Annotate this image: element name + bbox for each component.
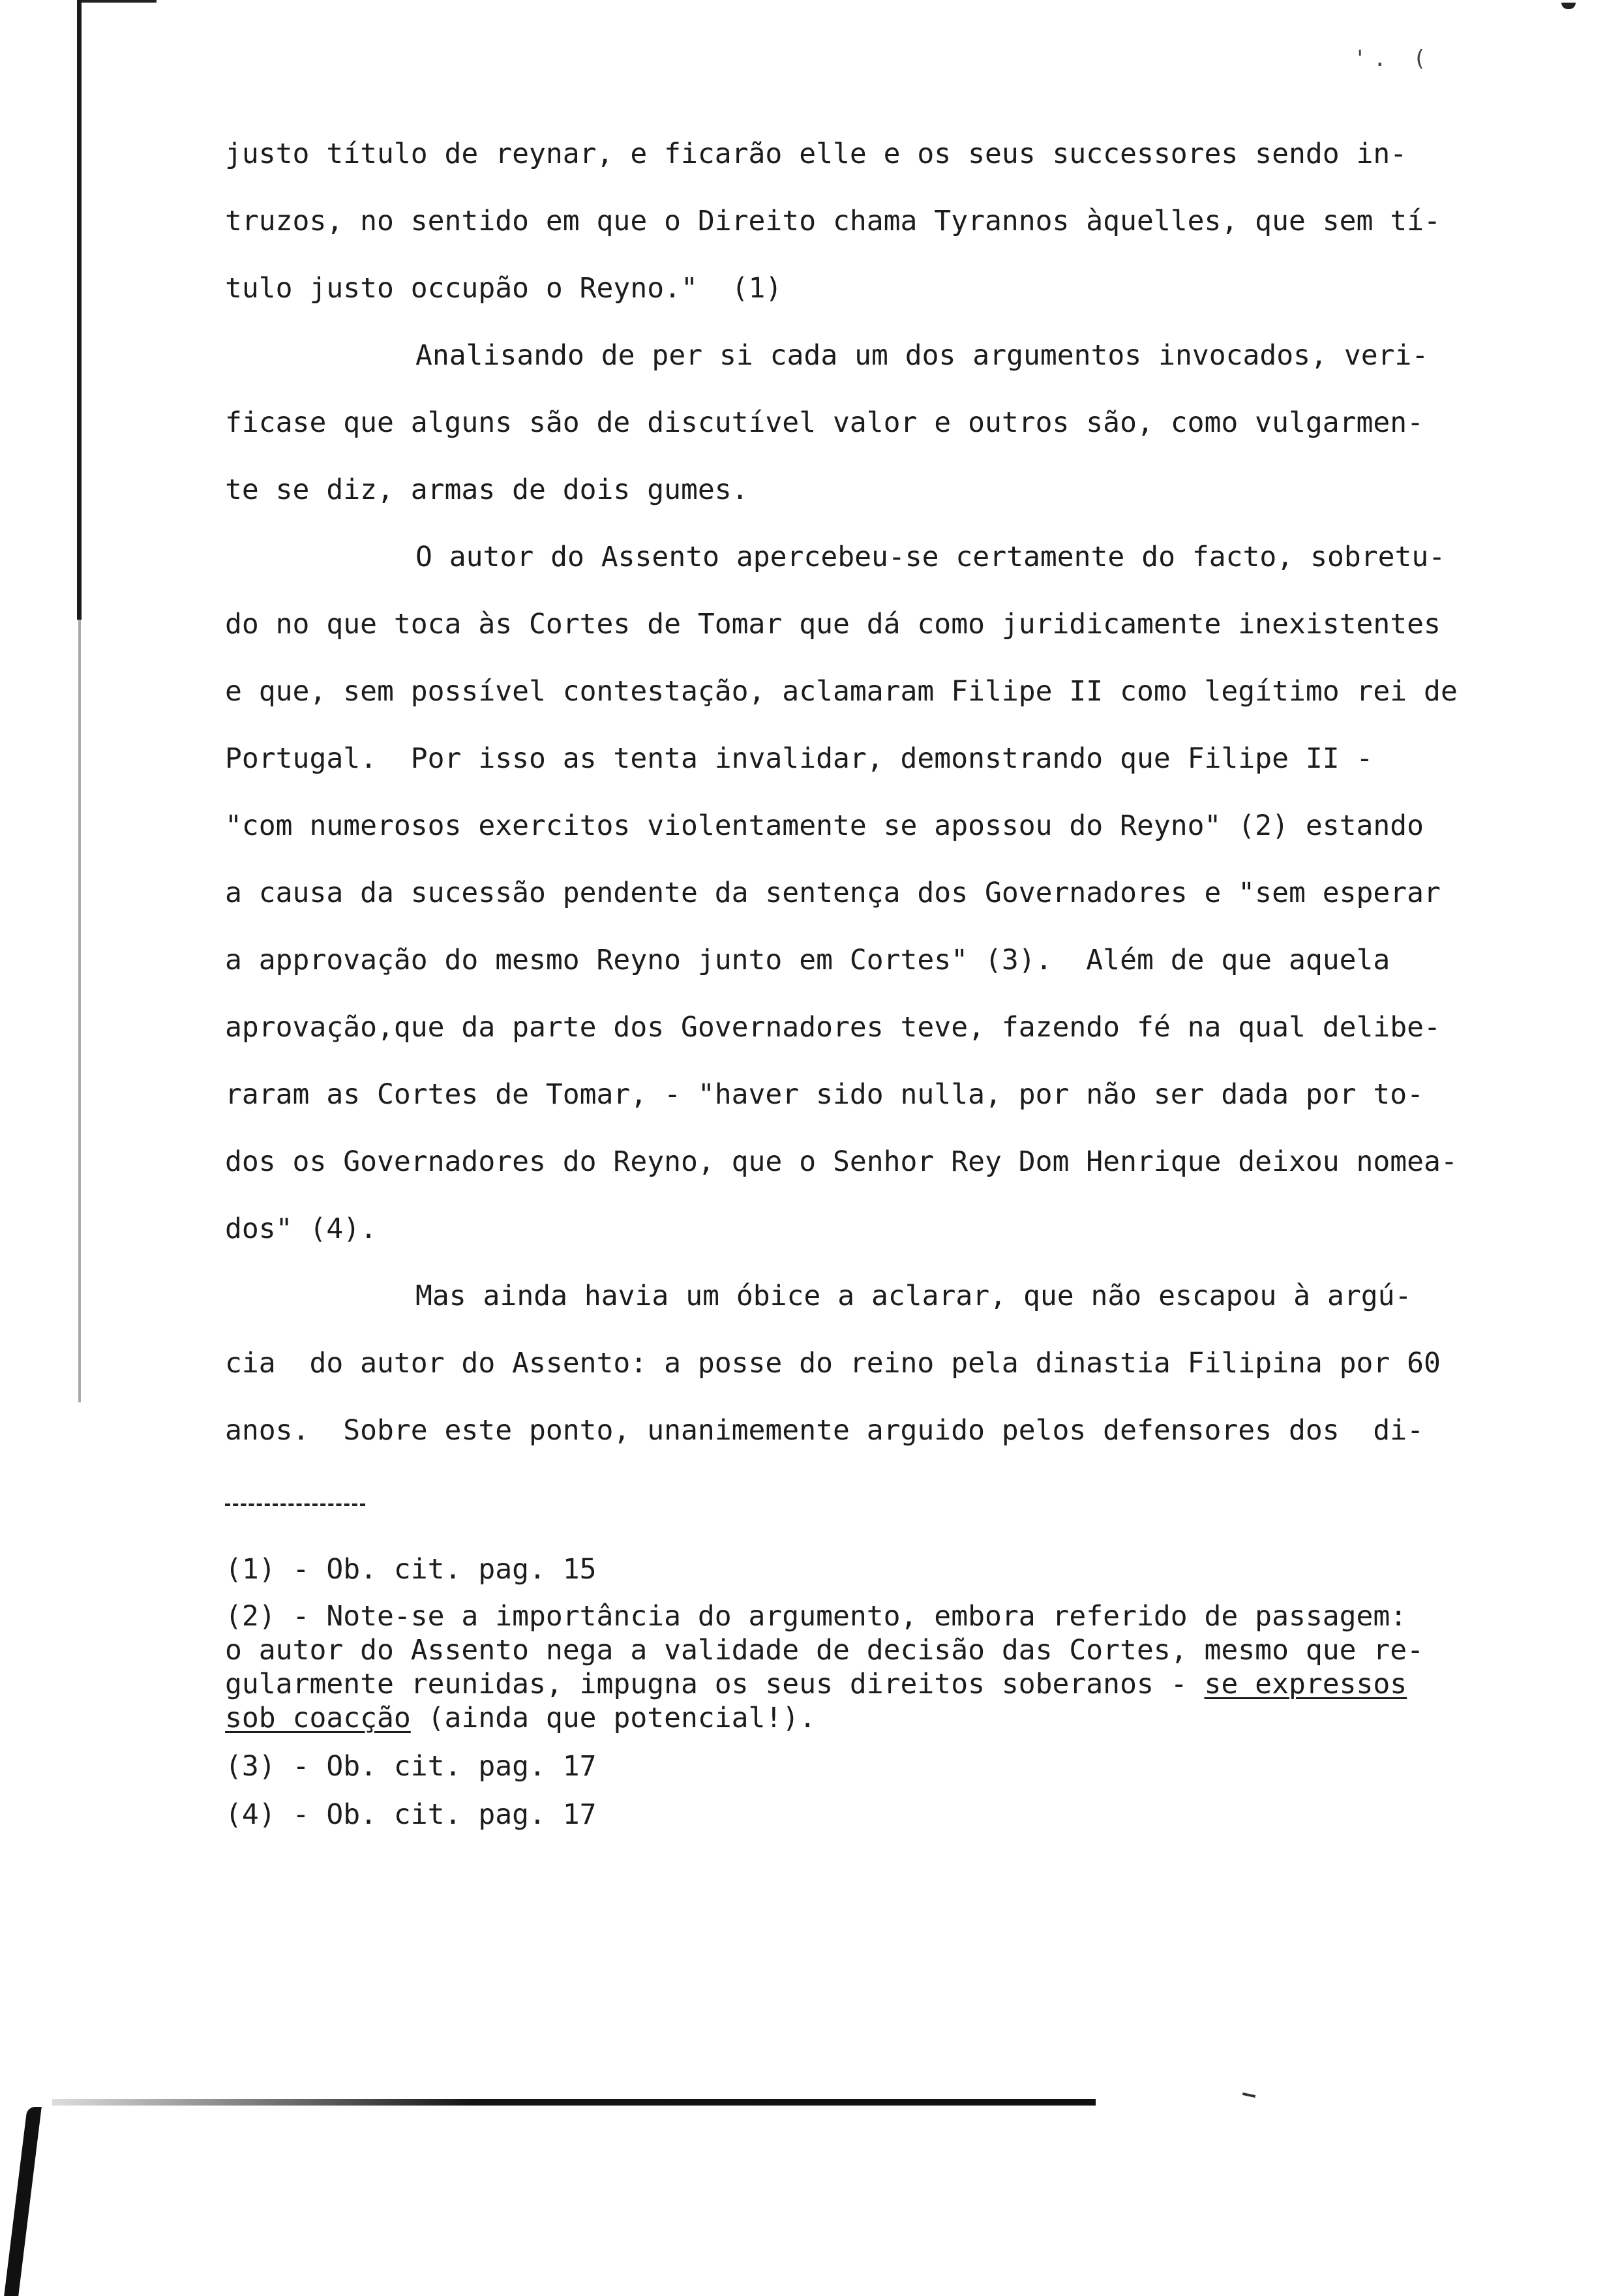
text-line: tulo justo occupão o Reyno." (1) — [225, 272, 783, 305]
text-line: cia do autor do Assento: a posse do reino pela dinastia Filipina por 60 — [225, 1347, 1441, 1380]
scan-edge-top — [78, 0, 157, 3]
paragraph-start: Mas ainda havia um óbice a aclarar, que não escapou à argú- — [415, 1280, 1412, 1312]
text-line: justo título de reynar, e ficarão elle e os seus successores sendo in- — [225, 138, 1407, 170]
text-line: raram as Cortes de Tomar, - "haver sido nulla, por não ser dada por to- — [225, 1078, 1424, 1111]
footnote-3: (3) - Ob. cit. pag. 17 — [225, 1750, 597, 1783]
scan-edge-left — [77, 0, 82, 620]
text-line: ficase que alguns são de discutível valor e outros são, como vulgarmen- — [225, 406, 1424, 439]
text-line: a causa da sucessão pendente da sentença dos Governadores e "sem esperar — [225, 877, 1441, 909]
text-line: te se diz, armas de dois gumes. — [225, 474, 749, 506]
text-line: dos" (4). — [225, 1213, 377, 1245]
text-line: Portugal. Por isso as tenta invalidar, demonstrando que Filipe II - — [225, 742, 1374, 775]
underlined-text: se expressos — [1204, 1668, 1407, 1700]
body-text — [225, 121, 1458, 1464]
scan-corner-mark — [1561, 3, 1576, 9]
footnote-1: (1) - Ob. cit. pag. 15 — [225, 1553, 597, 1586]
footnotes — [225, 1552, 1464, 1832]
scan-edge-left-faint — [78, 620, 81, 1402]
page-mark: '. ( — [1353, 46, 1433, 72]
scan-bottom-rule — [52, 2099, 1096, 2106]
text-line: aprovação,que da parte dos Governadores teve, fazendo fé na qual delibe- — [225, 1011, 1441, 1044]
scan-edge-bottom-left — [4, 2107, 42, 2296]
text-line: anos. Sobre este ponto, unanimemente arguido pelos defensores dos di- — [225, 1414, 1424, 1447]
footnote-4: (4) - Ob. cit. pag. 17 — [225, 1798, 597, 1831]
footnote-separator — [225, 1503, 365, 1506]
text-line: "com numerosos exercitos violentamente se apossou do Reyno" (2) estando — [225, 809, 1424, 842]
underlined-text: sob coacção — [225, 1702, 411, 1734]
text-line: truzos, no sentido em que o Direito chama Tyrannos àquelles, que sem tí- — [225, 205, 1441, 237]
text-line: a approvação do mesmo Reyno junto em Cortes" (3). Além de que aquela — [225, 944, 1390, 976]
scan-mark — [1242, 2092, 1255, 2098]
text-line: dos os Governadores do Reyno, que o Senhor Rey Dom Henrique deixou nomea- — [225, 1145, 1458, 1178]
paragraph-start: Analisando de per si cada um dos argumentos invocados, veri- — [415, 339, 1429, 372]
text-line: do no que toca às Cortes de Tomar que dá como juridicamente inexistentes — [225, 608, 1441, 641]
footnote-2: (2) - Note-se a importância do argumento, embora referido de passagem: o autor do Assento nega a validade de decisão das Cortes, mesmo que re- gularmente reunidas, impugna os seus direitos soberanos - se expressos sob coacção (ainda que potencial!). — [225, 1600, 1424, 1734]
paragraph-start: O autor do Assento apercebeu-se certamente do facto, sobretu- — [415, 541, 1446, 573]
text-line: e que, sem possível contestação, aclamaram Filipe II como legítimo rei de — [225, 675, 1458, 708]
